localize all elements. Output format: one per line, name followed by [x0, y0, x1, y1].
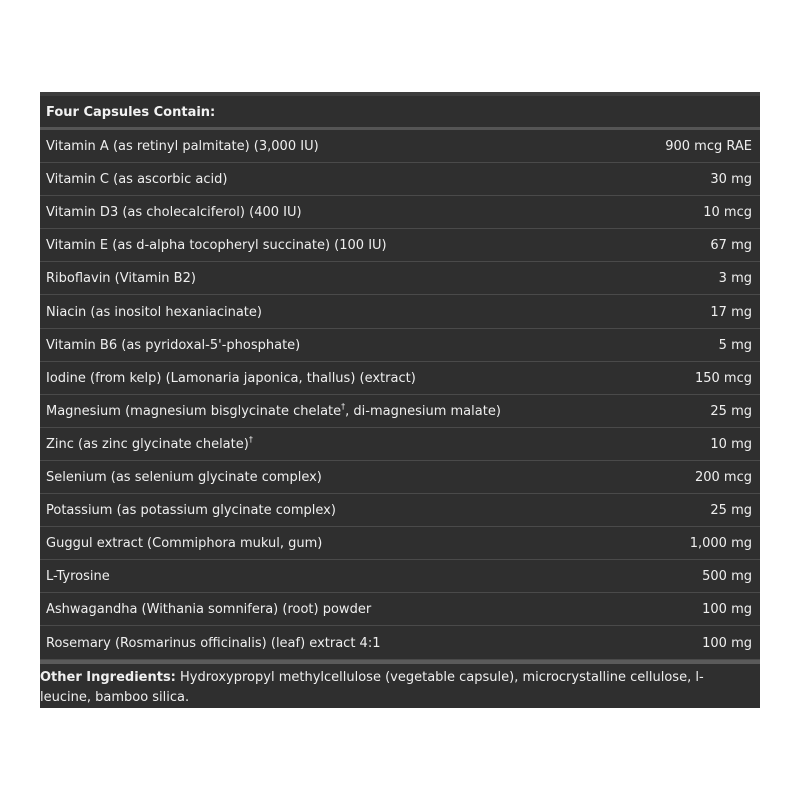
ingredient-name — [46, 627, 380, 660]
ingredient-name-text: Rosemary (Rosmarinus officinalis) (leaf) extract 4:1 — [46, 635, 381, 651]
ingredient-amount: 10 mg — [710, 436, 752, 452]
table-row — [40, 560, 760, 593]
table-row — [40, 163, 760, 196]
ingredient-amount: 5 mg — [718, 337, 752, 353]
ingredient-name-text: Vitamin D3 (as cholecalciferol) (400 IU) — [46, 205, 302, 221]
ingredient-name-text: Magnesium (magnesium bisglycinate chelate — [46, 403, 342, 419]
dagger-mark: † — [248, 434, 253, 444]
ingredient-name — [46, 461, 322, 494]
ingredient-name-text: Vitamin C (as ascorbic acid) — [46, 172, 228, 188]
ingredient-name — [46, 428, 253, 461]
table-row — [40, 428, 760, 461]
ingredient-amount: 25 mg — [710, 403, 752, 419]
ingredient-name — [46, 130, 319, 163]
ingredient-name-text: Selenium (as selenium glycinate complex) — [46, 470, 322, 485]
ingredient-amount: 100 mg — [702, 602, 752, 618]
ingredient-amount: 10 mcg — [703, 205, 752, 221]
other-ingredients-label: Other Ingredients: — [40, 670, 176, 685]
table-row — [40, 527, 760, 560]
table-row — [40, 461, 760, 494]
ingredient-amount: 200 mcg — [694, 470, 752, 485]
ingredient-name-text: Potassium (as potassium glycinate complex) — [46, 503, 336, 519]
supplement-facts-panel — [40, 92, 760, 708]
ingredient-amount: 1,000 mg — [689, 536, 752, 552]
ingredient-amount: 150 mcg — [694, 370, 752, 386]
ingredient-name-text: Vitamin B6 (as pyridoxal-5'-phosphate) — [46, 337, 301, 353]
ingredient-amount: 67 mg — [710, 238, 752, 254]
ingredient-name — [46, 362, 416, 395]
ingredient-amount: 3 mg — [718, 271, 752, 287]
ingredient-name-text: Vitamin A (as retinyl palmitate) (3,000 IU) — [46, 139, 319, 154]
ingredient-name — [46, 329, 300, 362]
table-row — [40, 329, 760, 362]
table-row — [40, 196, 760, 229]
other-ingredients — [40, 668, 760, 708]
panel-header: Four Capsules Contain: — [40, 96, 760, 130]
ingredient-amount: 100 mg — [702, 635, 752, 651]
ingredient-name — [46, 593, 371, 626]
section-divider — [40, 660, 760, 664]
table-row — [40, 130, 760, 163]
table-row — [40, 362, 760, 395]
ingredient-name-text: Zinc (as zinc glycinate chelate) — [46, 436, 249, 452]
ingredient-name — [46, 262, 196, 295]
ingredient-amount: 30 mg — [710, 172, 752, 188]
table-row — [40, 262, 760, 295]
ingredient-name — [46, 494, 336, 527]
dagger-mark: † — [341, 401, 346, 411]
table-row — [40, 494, 760, 527]
table-row — [40, 627, 760, 660]
ingredient-name — [46, 296, 262, 329]
ingredient-name-continued: , di-magnesium malate) — [345, 403, 501, 419]
other-ingredients-text: Hydroxypropyl methylcellulose (vegetable capsule), microcrystalline cellulose, l-leucine, bamboo silica. — [40, 670, 704, 705]
table-row — [40, 229, 760, 262]
ingredient-name — [46, 560, 110, 593]
ingredient-name-text: Vitamin E (as d-alpha tocopheryl succinate) (100 IU) — [46, 238, 387, 254]
ingredient-amount: 17 mg — [710, 304, 752, 320]
ingredient-name — [46, 163, 227, 196]
ingredient-name-text: Niacin (as inositol hexaniacinate) — [46, 304, 262, 320]
ingredient-name — [46, 196, 302, 229]
ingredient-amount: 900 mcg RAE — [665, 139, 752, 154]
ingredient-name-text: Ashwagandha (Withania somnifera) (root) powder — [46, 602, 372, 618]
ingredient-amount: 500 mg — [702, 569, 752, 585]
table-row — [40, 395, 760, 428]
ingredient-name — [46, 395, 501, 428]
ingredient-name-text: Guggul extract (Commiphora mukul, gum) — [46, 536, 323, 552]
table-row — [40, 296, 760, 329]
ingredient-name — [46, 527, 322, 560]
table-row — [40, 593, 760, 626]
ingredient-amount: 25 mg — [710, 503, 752, 519]
ingredient-name — [46, 229, 387, 262]
ingredient-name-text: L-Tyrosine — [46, 569, 110, 585]
ingredient-name-text: Iodine (from kelp) (Lamonaria japonica, thallus) (extract) — [46, 370, 416, 386]
ingredient-name-text: Riboflavin (Vitamin B2) — [46, 271, 196, 287]
